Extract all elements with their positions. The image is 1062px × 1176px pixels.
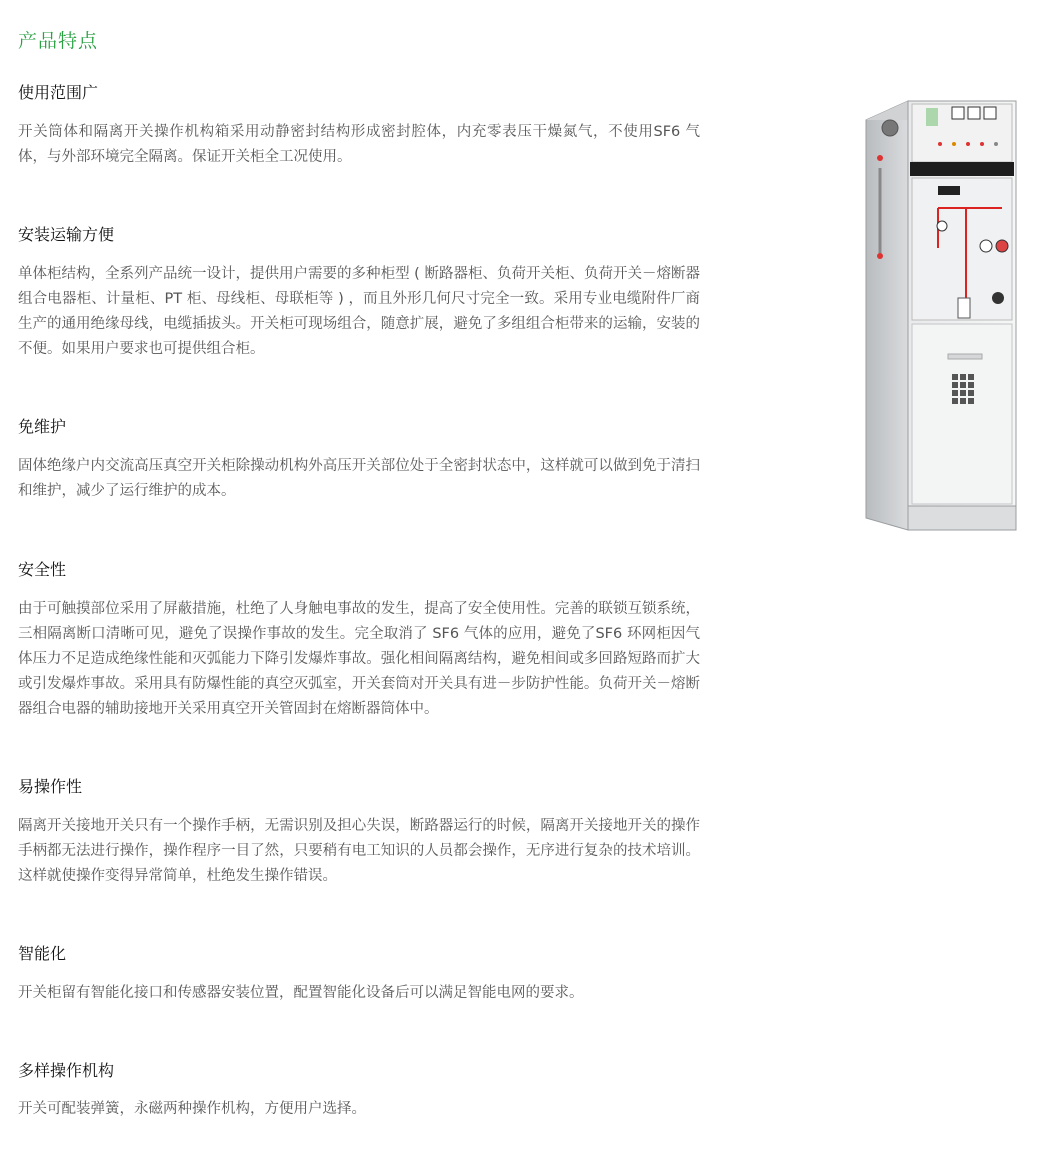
section-heading-intelligent: 智能化 [18,944,67,963]
section-text-safety: 由于可触摸部位采用了屏蔽措施，杜绝了人身触电事故的发生，提高了安全使用性。完善的联锁互锁系统，三相隔离断口清晰可见，避免了误操作事故的发生。完全取消了 SF6 气体的应用，避免了SF6 环网柜因气体压力不足造成绝缘性能和灭弧能力下降引发爆炸事故。强化相间隔离结构，避免相间或多回路短路而扩大或引发爆炸事故。采用具有防爆性能的真空灭弧室，开关套筒对开关具有进－步防护性能。负荷开关－熔断器组合电器的辅助接地开关采用真空开关管固封在熔断器筒体中。 [18,601,700,717]
section-heading-maintenance-free: 免维护 [18,417,67,436]
section-heading-safety: 安全性 [18,560,67,579]
section-heading-wide-range: 使用范围广 [18,83,99,102]
section-heading-ease-of-operation: 易操作性 [18,777,83,796]
section-text-installation: 单体柜结构，全系列产品统一设计，提供用户需要的多种柜型 ( 断路器柜、负荷开关柜、负荷开关－熔断器组合电器柜、计量柜、PT 柜、母线柜、母联柜等 ) ，而且外形几何尺寸完全一致。采用专业电缆附件厂商生产的通用绝缘母线，电缆插拔头。开关柜可现场组合，随意扩展，避免了多组组合柜带来的运输，安装的不便。如果用户要求也可提供组合柜。 [18,266,700,357]
section-text-wide-range: 开关筒体和隔离开关操作机构箱采用动静密封结构形成密封腔体，内充零表压干燥氮气，不使用SF6 气体，与外部环境完全隔离。保证开关柜全工况使用。 [18,124,700,165]
section-text-intelligent: 开关柜留有智能化接口和传感器安装位置，配置智能化设备后可以满足智能电网的要求。 [18,985,584,1001]
section-heading-operating-mechanism: 多样操作机构 [18,1061,115,1080]
section-text-maintenance-free: 固体绝缘户内交流高压真空开关柜除操动机构外高压开关部位处于全密封状态中，这样就可以做到免于清扫和维护，减少了运行维护的成本。 [18,458,700,499]
section-heading-installation: 安装运输方便 [18,225,115,244]
section-text-ease-of-operation: 隔离开关接地开关只有一个操作手柄，无需识别及担心失误，断路器运行的时候，隔离开关接地开关的操作手柄都无法进行操作，操作程序一目了然，只要稍有电工知识的人员都会操作，无序进行复杂的技术培训。这样就使操作变得异常简单，杜绝发生操作错误。 [18,818,700,884]
switchgear-cabinet-image [862,98,1022,534]
page-title: 产品特点 [18,30,99,52]
section-text-operating-mechanism: 开关可配装弹簧，永磁两种操作机构，方便用户选择。 [18,1101,366,1117]
